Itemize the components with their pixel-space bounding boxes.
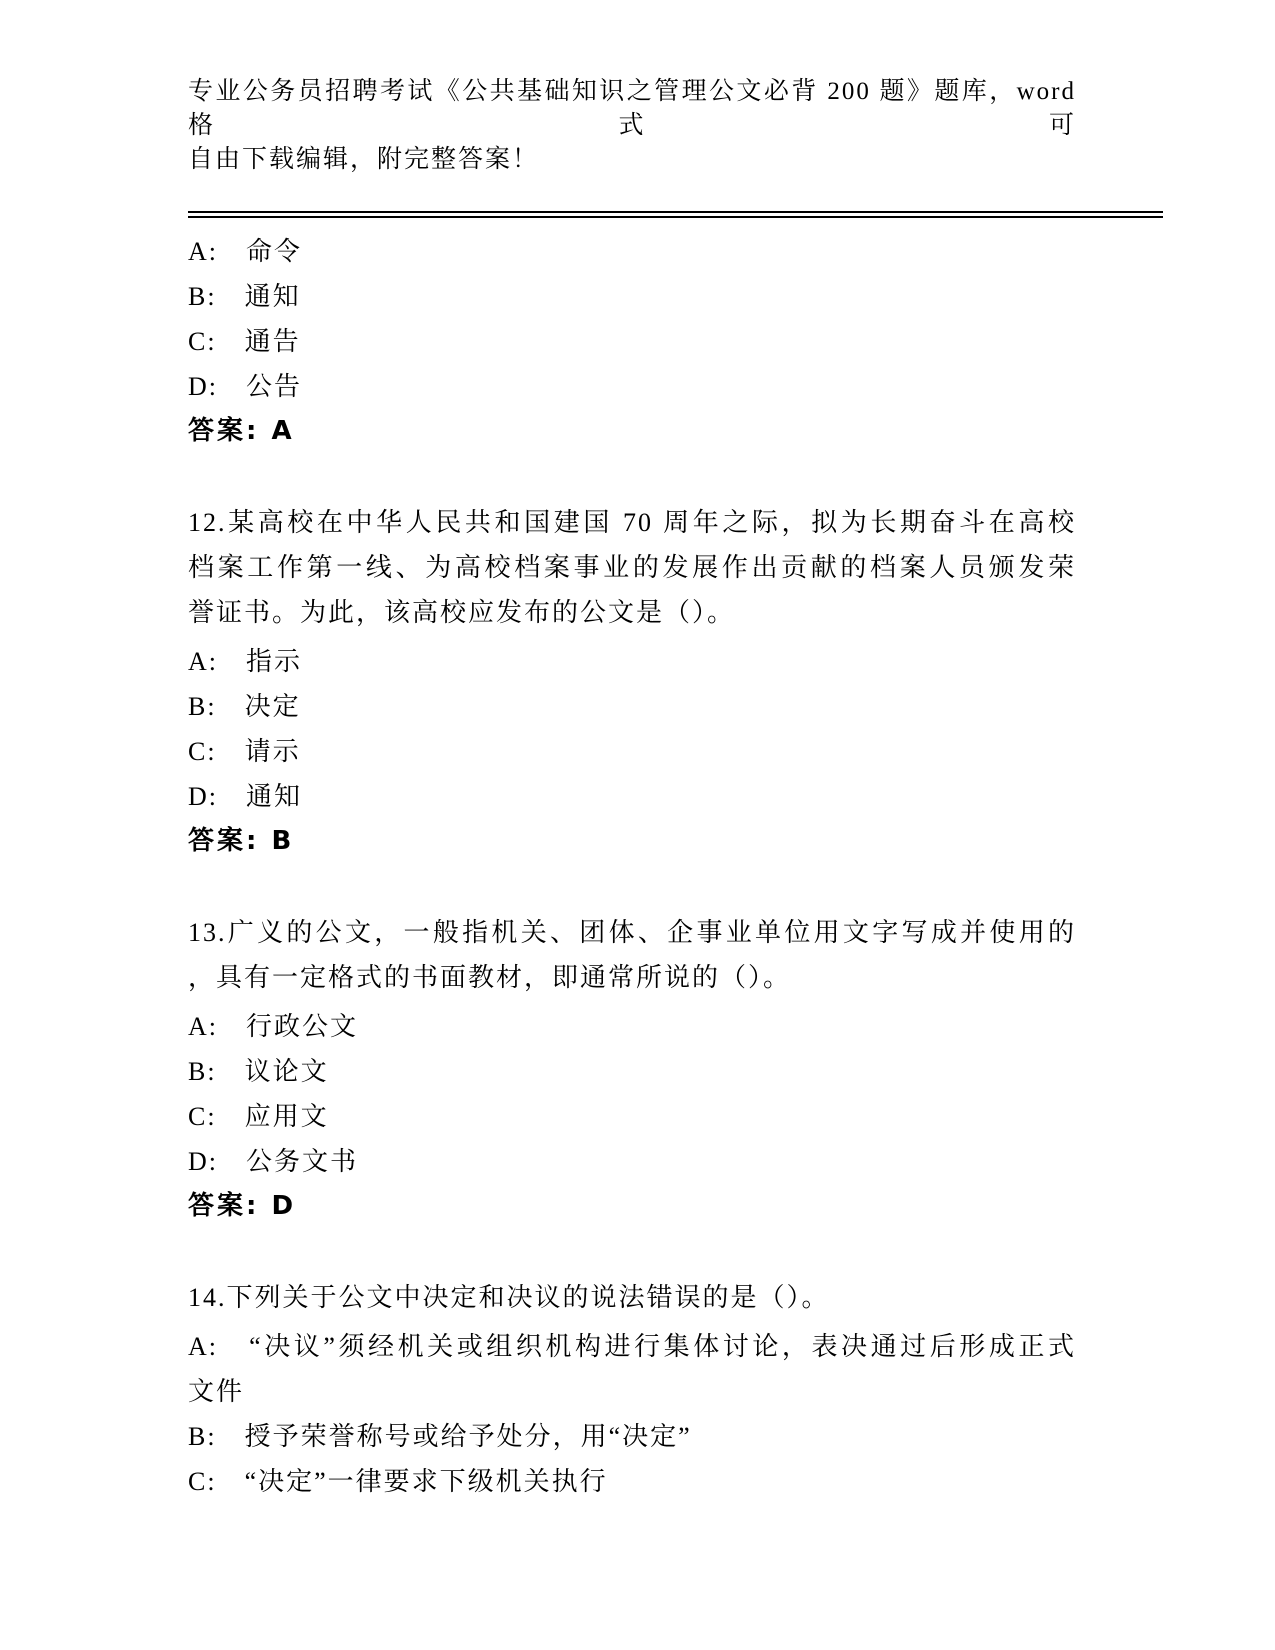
answer-row xyxy=(188,1184,1076,1229)
question-block xyxy=(188,1275,1076,1504)
option-text: 公告 xyxy=(246,372,303,401)
option-label: B xyxy=(188,282,208,311)
option-separator: : xyxy=(208,372,247,401)
option-text: 命令 xyxy=(246,237,303,266)
option-label: C xyxy=(188,1467,208,1496)
option-text: 指示 xyxy=(246,647,303,676)
questions-area xyxy=(188,229,1275,1504)
option-separator: : xyxy=(208,1012,247,1041)
options-list xyxy=(188,229,1076,409)
option-separator: : xyxy=(207,737,245,766)
option-text: “决定”一律要求下级机关执行 xyxy=(244,1467,608,1496)
option-row xyxy=(188,1324,1076,1369)
double-rule-divider xyxy=(188,211,1163,218)
options-list xyxy=(188,1004,1076,1184)
question-block xyxy=(188,229,1076,454)
option-label: C xyxy=(188,1102,208,1131)
option-row xyxy=(188,1459,1076,1504)
question-stem-line: 档案工作第一线、为高校档案事业的发展作出贡献的档案人员颁发荣 xyxy=(188,553,1076,582)
option-label: B xyxy=(188,1057,208,1086)
option-row xyxy=(188,729,1076,774)
option-label: B xyxy=(188,692,208,721)
question-block xyxy=(188,500,1076,864)
question-stem-line: 14.下列关于公文中决定和决议的说法错误的是（）。 xyxy=(188,1283,830,1312)
option-row xyxy=(188,1004,1076,1049)
option-separator: : xyxy=(207,692,245,721)
option-label: B xyxy=(188,1422,208,1451)
option-text: 议论文 xyxy=(244,1057,329,1086)
answer-separator: : xyxy=(246,416,272,446)
option-row xyxy=(188,1414,1076,1459)
option-label: D xyxy=(188,372,209,401)
answer-label: 答案 xyxy=(188,826,247,856)
answer-value: B xyxy=(271,826,295,856)
option-separator: : xyxy=(207,282,245,311)
option-row xyxy=(188,1094,1076,1139)
option-separator: : xyxy=(207,327,245,356)
options-list xyxy=(188,639,1076,819)
answer-separator: : xyxy=(246,1191,272,1221)
option-label: A xyxy=(188,237,209,266)
answer-label: 答案 xyxy=(188,1191,247,1221)
option-text: “决议”须经机关或组织机构进行集体讨论，表决通过后形成正式 xyxy=(249,1332,1076,1361)
option-separator: : xyxy=(208,1147,247,1176)
option-label: C xyxy=(188,737,208,766)
option-row xyxy=(188,684,1076,729)
option-text: 授予荣誉称号或给予处分，用“决定” xyxy=(244,1422,692,1451)
option-label: D xyxy=(188,1147,209,1176)
question-stem-line: 13.广义的公文，一般指机关、团体、企事业单位用文字写成并使用的 xyxy=(188,918,1076,947)
option-label: A xyxy=(188,1332,209,1361)
option-text: 应用文 xyxy=(244,1102,329,1131)
option-text: 决定 xyxy=(244,692,301,721)
answer-row xyxy=(188,819,1076,864)
question-stem-line: 誉证书。为此，该高校应发布的公文是（）。 xyxy=(188,598,736,627)
answer-value: D xyxy=(271,1191,297,1221)
option-text: 行政公文 xyxy=(246,1012,359,1041)
option-separator: : xyxy=(207,1057,245,1086)
option-row xyxy=(188,639,1076,684)
option-row xyxy=(188,1139,1076,1184)
question-stem-line: 12.某高校在中华人民共和国建国 70 周年之际，拟为长期奋斗在高校 xyxy=(188,508,1076,537)
option-label: A xyxy=(188,647,209,676)
option-separator: : xyxy=(207,1102,245,1131)
option-text: 通知 xyxy=(246,782,303,811)
question-stem-line: ，具有一定格式的书面教材，即通常所说的（）。 xyxy=(188,963,792,992)
answer-label: 答案 xyxy=(188,416,247,446)
question-block xyxy=(188,910,1076,1229)
option-label: D xyxy=(188,782,209,811)
option-text: 请示 xyxy=(244,737,301,766)
option-label: C xyxy=(188,327,208,356)
options-list xyxy=(188,1324,1076,1504)
option-separator: : xyxy=(207,1422,245,1451)
page-header xyxy=(188,75,1076,177)
option-separator: : xyxy=(208,1332,250,1361)
answer-value: A xyxy=(271,416,295,446)
option-text: 通告 xyxy=(244,327,301,356)
option-separator: : xyxy=(208,647,247,676)
header-line: 专业公务员招聘考试《公共基础知识之管理公文必背 200 题》题库，word 格式可 xyxy=(188,78,1076,139)
option-row xyxy=(188,774,1076,819)
answer-separator: : xyxy=(246,826,272,856)
option-separator: : xyxy=(208,782,247,811)
option-row xyxy=(188,229,1076,274)
option-label: A xyxy=(188,1012,209,1041)
option-row xyxy=(188,1049,1076,1094)
option-separator: : xyxy=(208,237,247,266)
header-line: 自由下载编辑，附完整答案！ xyxy=(188,146,540,173)
option-row xyxy=(188,274,1076,319)
option-row xyxy=(188,319,1076,364)
option-text: 公务文书 xyxy=(246,1147,359,1176)
option-separator: : xyxy=(207,1467,245,1496)
option-wrap-line: 文件 xyxy=(188,1377,245,1406)
option-row xyxy=(188,364,1076,409)
option-text: 通知 xyxy=(244,282,301,311)
answer-row xyxy=(188,409,1076,454)
